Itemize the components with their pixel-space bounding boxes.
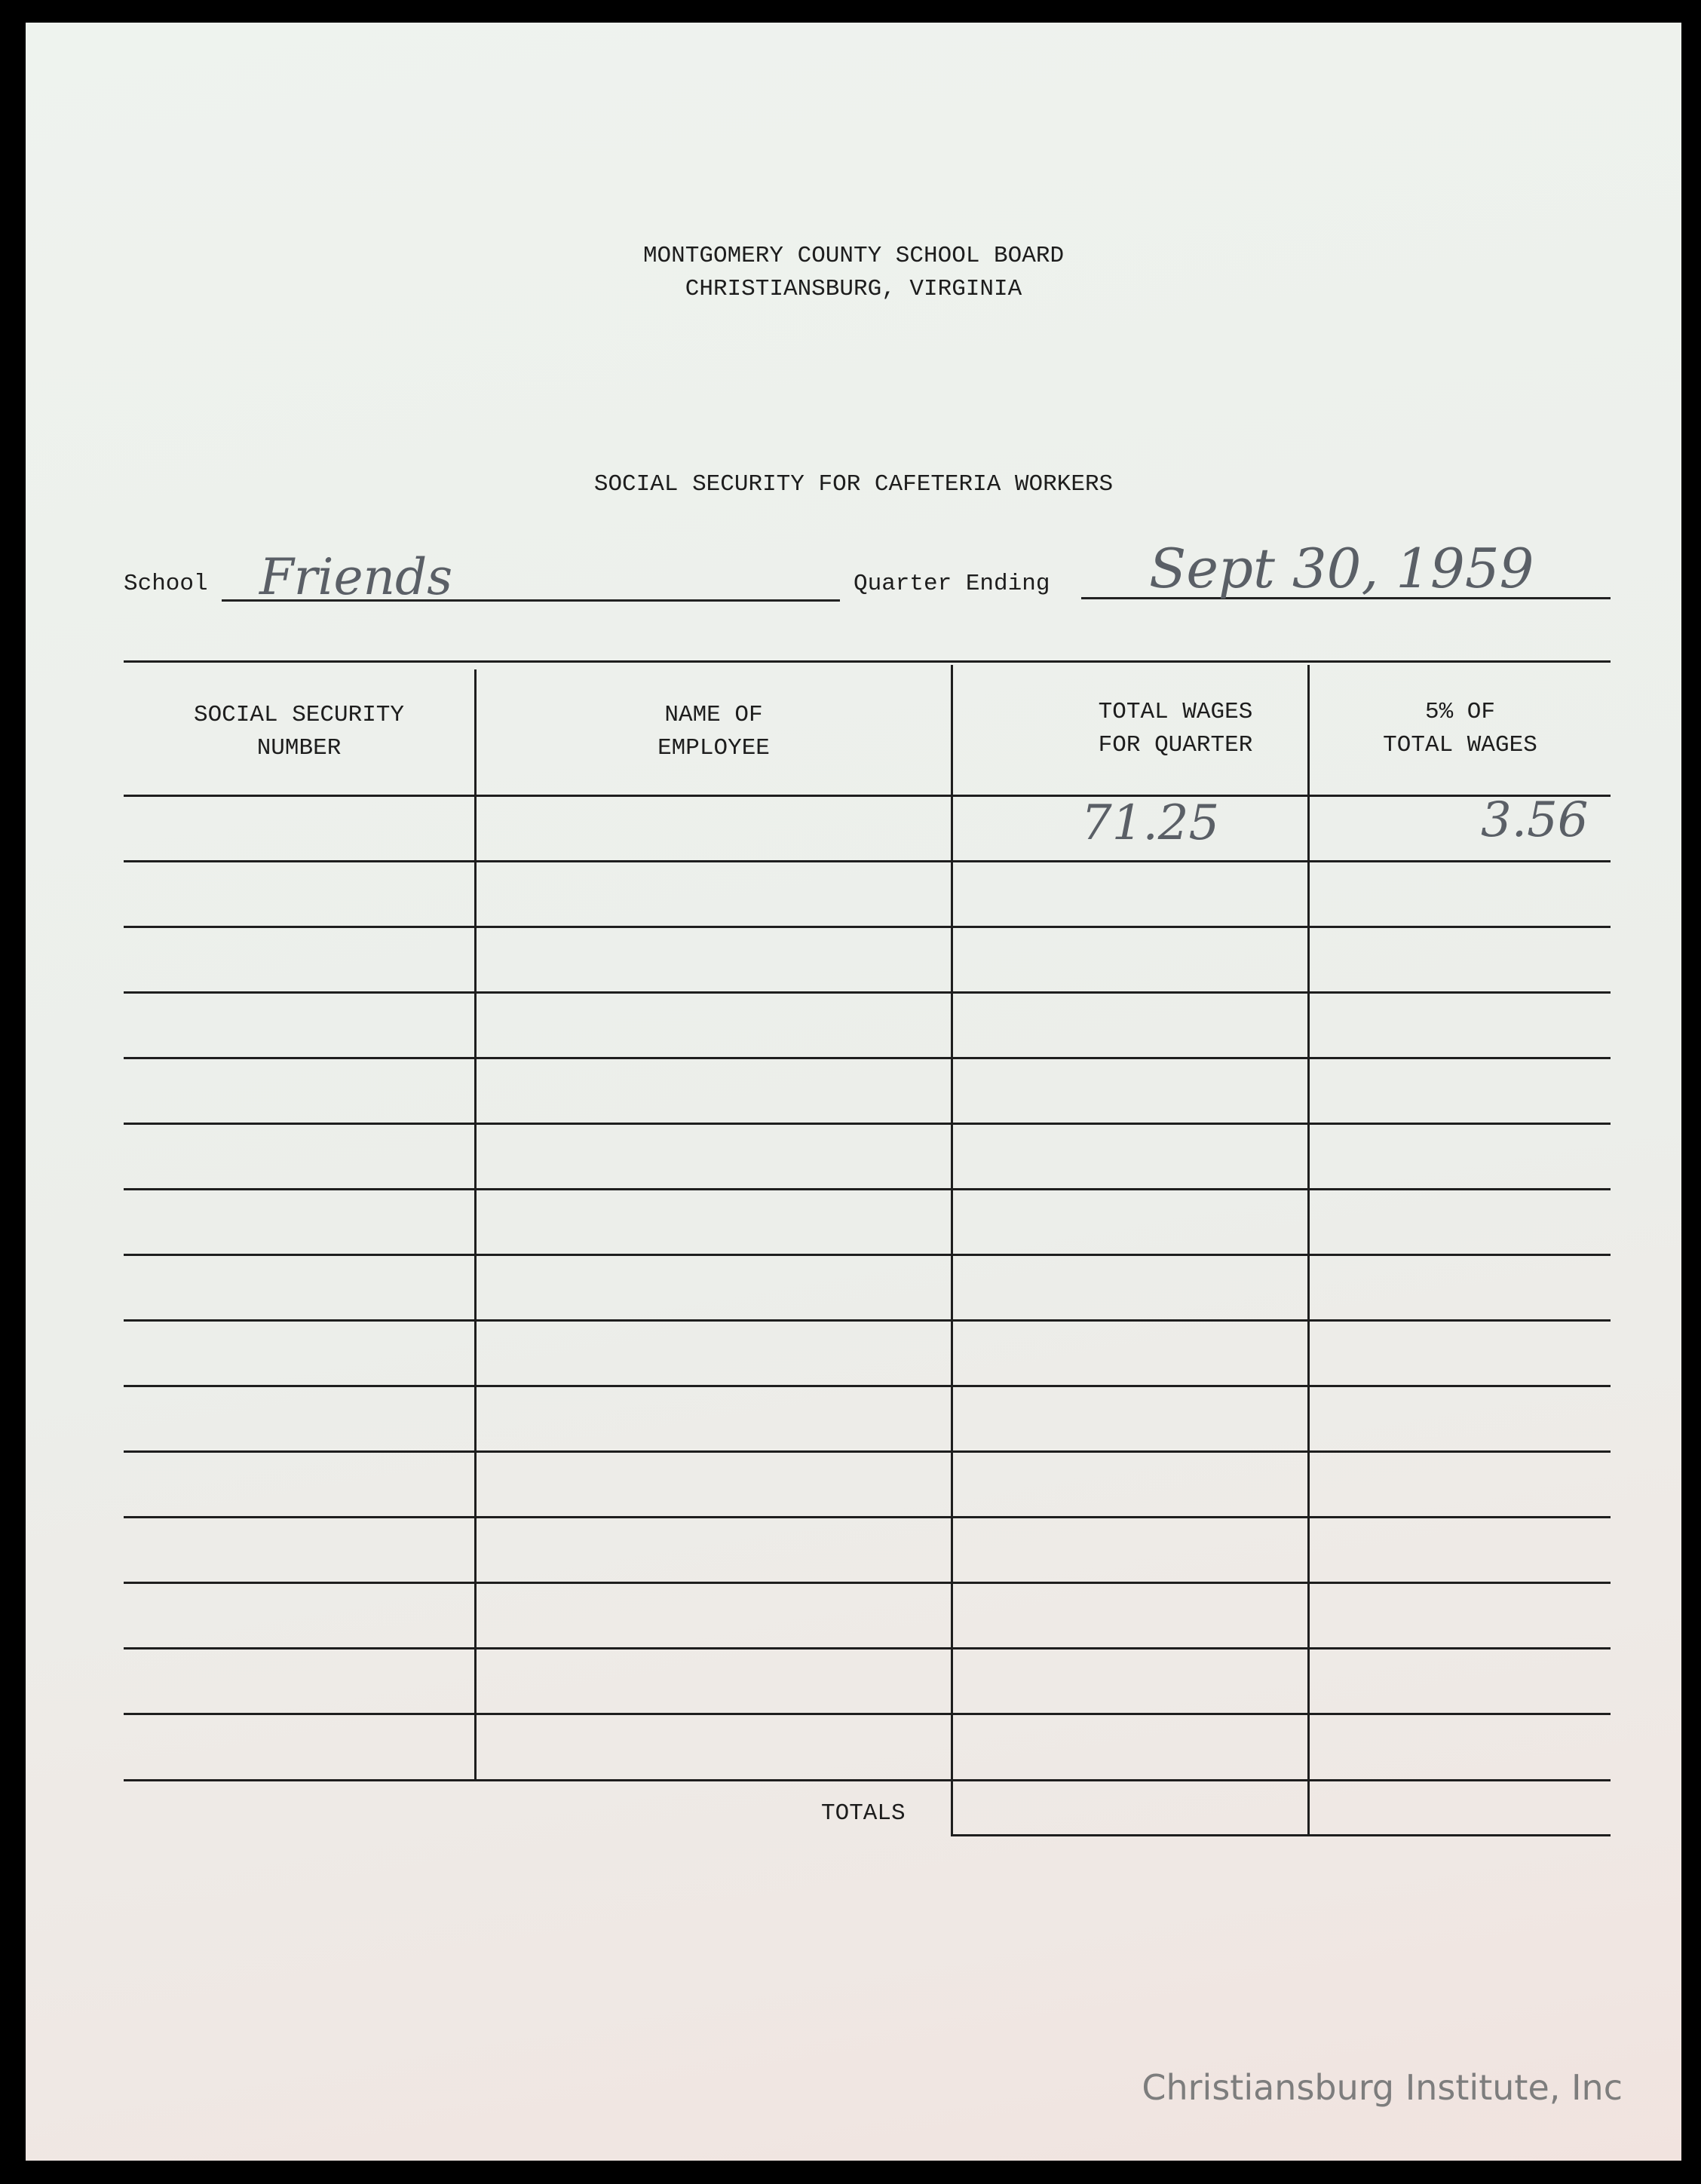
row-percent: 3.56 xyxy=(1481,792,1589,848)
row-rule xyxy=(124,1057,1611,1059)
row-rule xyxy=(124,991,1611,994)
row-rule xyxy=(124,1319,1611,1322)
school-field xyxy=(222,548,840,606)
totals-bottom-rule xyxy=(951,1834,1611,1836)
table-bottom-rule xyxy=(124,1779,1611,1781)
quarter-value: Sept 30, 1959 xyxy=(1149,537,1534,600)
column-header-ssn-line2: NUMBER xyxy=(256,735,342,761)
table-row xyxy=(124,792,1611,860)
column-header-percent-line1: 5% OF xyxy=(1424,699,1495,725)
row-rule xyxy=(124,1254,1611,1256)
column-header-wages xyxy=(998,696,1353,762)
row-rule xyxy=(124,1450,1611,1453)
header-line-2: CHRISTIANSBURG, VIRGINIA xyxy=(685,276,1022,302)
column-header-wages-line1: TOTAL WAGES xyxy=(1098,699,1253,725)
form-title: SOCIAL SECURITY FOR CAFETERIA WORKERS xyxy=(593,471,1114,498)
table-top-rule xyxy=(124,660,1611,663)
column-header-percent-line2: TOTAL WAGES xyxy=(1383,732,1537,758)
column-header-ssn xyxy=(124,699,474,765)
header-line-1: MONTGOMERY COUNTY SCHOOL BOARD xyxy=(642,243,1065,269)
row-rule xyxy=(124,1647,1611,1649)
watermark: Christiansburg Institute, Inc xyxy=(1142,2067,1623,2108)
row-wages: 71.25 xyxy=(1081,795,1220,851)
totals-label: TOTALS xyxy=(821,1800,906,1827)
row-rule xyxy=(124,1385,1611,1387)
quarter-field xyxy=(1081,537,1611,600)
column-header-wages-line2: FOR QUARTER xyxy=(1098,732,1253,758)
row-rule xyxy=(124,1188,1611,1190)
form-page xyxy=(26,23,1681,2161)
row-rule xyxy=(124,1582,1611,1584)
column-header-name-line2: EMPLOYEE xyxy=(657,735,770,761)
row-rule xyxy=(124,926,1611,928)
school-label: School xyxy=(124,571,208,597)
quarter-label: Quarter Ending xyxy=(854,571,1050,597)
row-rule xyxy=(124,1713,1611,1715)
column-header-name-line1: NAME OF xyxy=(664,702,763,728)
row-rule xyxy=(124,1516,1611,1518)
row-rule xyxy=(124,860,1611,862)
school-value: Friends xyxy=(259,548,453,606)
row-rule xyxy=(124,1123,1611,1125)
column-header-name xyxy=(477,699,951,765)
column-header-ssn-line1: SOCIAL SECURITY xyxy=(193,702,405,728)
column-header-percent xyxy=(1310,696,1611,762)
